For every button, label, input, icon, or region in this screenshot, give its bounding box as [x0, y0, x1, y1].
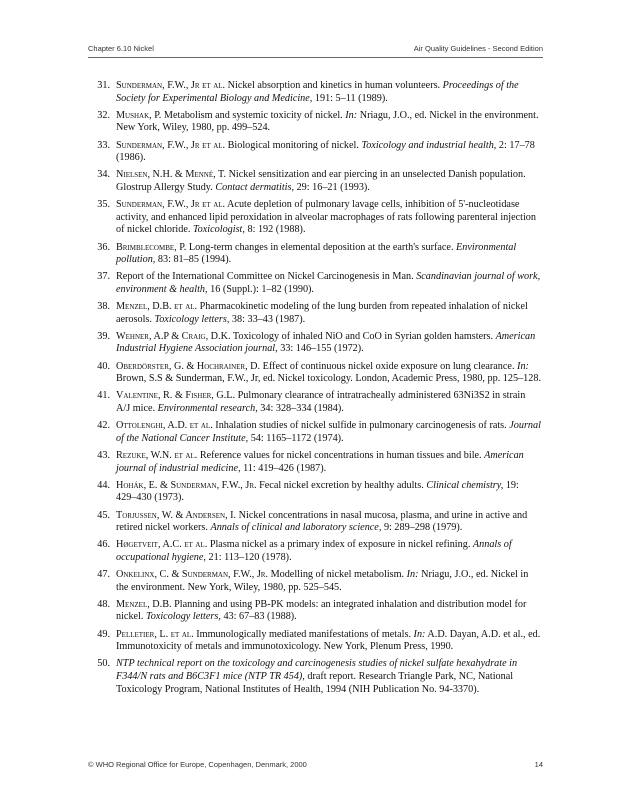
reference-details: Brown, S.S & Sunderman, F.W., Jr, ed. Nickel toxicology. London, Academic Press, 1980, pp. 125–128. — [116, 373, 542, 385]
reference-item — [88, 420, 541, 445]
reference-source: Environmental pollution, — [116, 241, 517, 266]
reference-item — [88, 242, 541, 267]
reference-source: In: — [345, 109, 358, 121]
reference-number: 49. — [97, 628, 110, 640]
reference-title: Planning and using PB-PK models: an integrated inhalation and distribution model for nickel. — [116, 598, 527, 623]
reference-source: Toxicology and industrial health, — [361, 139, 497, 151]
reference-author: Rezuke, W.N. et al. — [116, 449, 198, 461]
reference-author: Menzel, D.B. — [116, 598, 172, 610]
reference-item — [88, 390, 541, 415]
reference-title: Modelling of nickel metabolism. — [268, 569, 407, 581]
reference-details: draft report. Research Triangle Park, NC, National Toxicology Program, National Institutes of Health, 1994 (NIH Publication No. 94-3370). — [116, 671, 514, 695]
reference-item — [88, 110, 541, 135]
reference-item — [88, 510, 541, 535]
reference-source: Journal of the National Cancer Institute, — [116, 420, 541, 444]
reference-source: In: — [406, 569, 419, 581]
reference-details: 9: 289–298 (1979). — [381, 522, 463, 534]
reference-details: A.D. Dayan, A.D. et al., ed. Immunotoxicity of metals and immunotoxicology. New York, Plenum Press, 1990. — [116, 628, 541, 653]
reference-title: Plasma nickel as a primary index of exposure in nickel refining. — [207, 539, 473, 551]
reference-author: Sunderman, F.W., Jr et al. — [116, 139, 226, 151]
reference-author: Hohák, E. & Sunderman, F.W., Jr. — [116, 479, 257, 491]
reference-number: 34. — [97, 169, 110, 181]
reference-number: 33. — [97, 139, 110, 151]
reference-details: 2: 17–78 (1986). — [116, 139, 535, 164]
reference-source: Environmental research, — [157, 403, 258, 414]
reference-item — [88, 80, 541, 105]
reference-item — [88, 301, 541, 326]
reference-source: Annals of occupational hygiene, — [116, 539, 512, 563]
reference-number: 48. — [97, 598, 110, 610]
reference-title: Acute depletion of pulmonary lavage cells, inhibition of 5'-nucleotidase activity, and enhanced lipid peroxidation in alveolar macrophages of rats following parenteral injection of nickel chloride. — [116, 199, 536, 236]
reference-author: Brimblecombe, P. — [116, 241, 187, 253]
reference-title: Inhalation studies of nickel sulfide in pulmonary carcinogenesis of rats. — [212, 420, 510, 432]
reference-source: Annals of clinical and laboratory science, — [210, 522, 382, 534]
reference-item — [88, 450, 541, 475]
reference-item — [88, 331, 541, 356]
reference-title: Pulmonary clearance of intratracheally administered 63Ni3S2 in strain A/J mice. — [116, 390, 526, 414]
reference-details: 29: 16–21 (1993). — [294, 181, 370, 193]
reference-title: Pharmacokinetic modeling of the lung burden from repeated inhalation of nickel aerosols. — [116, 301, 528, 325]
reference-author: Nielsen, N.H. & Menné, T. — [116, 169, 227, 181]
reference-item — [88, 169, 541, 194]
reference-item — [88, 569, 541, 594]
reference-author: Oberdörster, G. & Hochrainer, D. — [116, 360, 261, 372]
reference-item — [88, 539, 541, 564]
reference-author: Valentine, R. & Fisher, G.L. — [116, 390, 236, 402]
reference-details: 38: 33–43 (1987). — [229, 313, 306, 325]
reference-number: 44. — [97, 479, 110, 491]
reference-author: Pelletier, L. et al. — [116, 628, 194, 640]
reference-details: 19: 429–430 (1973). — [116, 479, 519, 504]
reference-source: American journal of industrial medicine, — [116, 449, 524, 474]
reference-title: Nickel sensitization and ear piercing in an unselected Danish population. Glostrup Allergy Study. — [116, 169, 526, 193]
reference-author: Sunderman, F.W., Jr et al. — [116, 199, 226, 211]
reference-title: Long-term changes in elemental deposition at the earth's surface. — [186, 241, 457, 253]
reference-source: In: — [517, 360, 529, 372]
reference-item — [88, 199, 541, 237]
reference-number: 31. — [97, 80, 110, 91]
reference-source: Clinical chemistry, — [426, 479, 504, 491]
footer-copyright: © WHO Regional Office for Europe, Copenhagen, Denmark, 2000 — [88, 760, 307, 769]
reference-item — [88, 599, 541, 624]
reference-source: Toxicology letters, — [146, 611, 221, 623]
reference-item — [88, 480, 541, 505]
reference-author: Menzel, D.B. et al. — [116, 301, 198, 313]
reference-number: 42. — [97, 420, 110, 432]
page-number: 14 — [534, 760, 543, 769]
reference-source: Scandinavian journal of work, environment & health, — [116, 271, 541, 295]
reference-number: 37. — [97, 271, 110, 283]
reference-details: 21: 113–120 (1978). — [205, 551, 292, 563]
reference-number: 50. — [97, 658, 110, 670]
reference-number: 45. — [97, 509, 110, 521]
reference-source: Toxicologist, — [192, 224, 245, 236]
reference-number: 47. — [97, 569, 110, 581]
reference-item — [88, 271, 541, 296]
reference-source: Toxicology letters, — [154, 313, 230, 325]
reference-source: Contact dermatitis, — [215, 181, 295, 193]
reference-title: Fecal nickel excretion by healthy adults. — [256, 479, 427, 491]
reference-author: Mushak, P. — [116, 109, 162, 121]
reference-author: Torjussen, W. & Andersen, I. — [116, 509, 237, 521]
page-footer — [88, 760, 543, 772]
reference-number: 38. — [97, 301, 110, 313]
reference-details: 8: 192 (1988). — [244, 224, 306, 236]
reference-details: Nriagu, J.O., ed. Nickel in the environment. New York, Wiley, 1980, pp. 525–545. — [116, 569, 529, 593]
reference-details: 34: 328–334 (1984). — [257, 403, 344, 414]
reference-number: 39. — [97, 330, 110, 342]
reference-details: 33: 146–155 (1972). — [277, 343, 364, 355]
reference-details: 54: 1165–1172 (1974). — [248, 432, 344, 444]
header-title: Air Quality Guidelines - Second Edition — [413, 44, 543, 53]
reference-title: Biological monitoring of nickel. — [225, 139, 362, 151]
reference-details: Nriagu, J.O., ed. Nickel in the environment. New York, Wiley, 1980, pp. 499–524. — [116, 109, 539, 134]
reference-author: Onkelinx, C. & Sunderman, F.W., Jr. — [116, 569, 269, 581]
header-chapter: Chapter 6.10 Nickel — [88, 44, 154, 53]
reference-number: 41. — [97, 390, 110, 402]
reference-author: Høgetveit, A.C. et al. — [116, 539, 208, 551]
reference-number: 36. — [97, 241, 110, 253]
reference-author: Wehner, A.P & Craig, D.K. — [116, 330, 231, 342]
reference-details: 83: 81–85 (1994). — [155, 254, 232, 266]
reference-number: 46. — [97, 539, 110, 551]
reference-list — [88, 80, 541, 701]
reference-title: Immunologically mediated manifestations of metals. — [193, 628, 414, 640]
reference-title: Effect of continuous nickel oxide exposure on lung clearance. — [260, 360, 518, 372]
reference-title: Nickel concentrations in nasal mucosa, plasma, and urine in active and retired nickel workers. — [116, 509, 528, 534]
reference-details: 16 (Suppl.): 1–82 (1990). — [207, 283, 314, 295]
header-rule — [88, 57, 543, 58]
reference-source: In: — [413, 628, 426, 640]
reference-author: Ottolenghi, A.D. et al. — [116, 420, 213, 432]
reference-item — [88, 658, 541, 696]
reference-number: 40. — [97, 360, 110, 372]
reference-details: 43: 67–83 (1988). — [220, 611, 297, 623]
reference-item — [88, 629, 541, 654]
reference-source: American Industrial Hygiene Association journal, — [116, 330, 536, 355]
reference-details: 191: 5–11 (1989). — [312, 92, 388, 104]
page-header — [88, 44, 543, 58]
reference-source: NTP technical report on the toxicology and carcinogenesis studies of nickel sulfate hexahydrate in F344/N rats and B6C3F1 mice (NTP TR 454), — [116, 658, 518, 683]
reference-details: 11: 419–426 (1987). — [240, 462, 327, 474]
reference-number: 35. — [97, 199, 110, 211]
reference-title: Report of the International Committee on Nickel Carcinogenesis in Man. — [116, 271, 417, 283]
reference-title: Metabolism and systemic toxicity of nickel. — [161, 109, 346, 121]
reference-number: 43. — [97, 449, 110, 461]
reference-title: Nickel absorption and kinetics in human volunteers. — [225, 80, 443, 91]
reference-title: Reference values for nickel concentrations in human tissues and bile. — [197, 449, 485, 461]
reference-author: Sunderman, F.W., Jr et al. — [116, 80, 226, 91]
reference-number: 32. — [97, 109, 110, 121]
reference-item — [88, 140, 541, 165]
reference-source: Proceedings of the Society for Experimental Biology and Medicine, — [116, 80, 519, 104]
reference-item — [88, 361, 541, 386]
reference-title: Toxicology of inhaled NiO and CoO in Syrian golden hamsters. — [230, 330, 496, 342]
